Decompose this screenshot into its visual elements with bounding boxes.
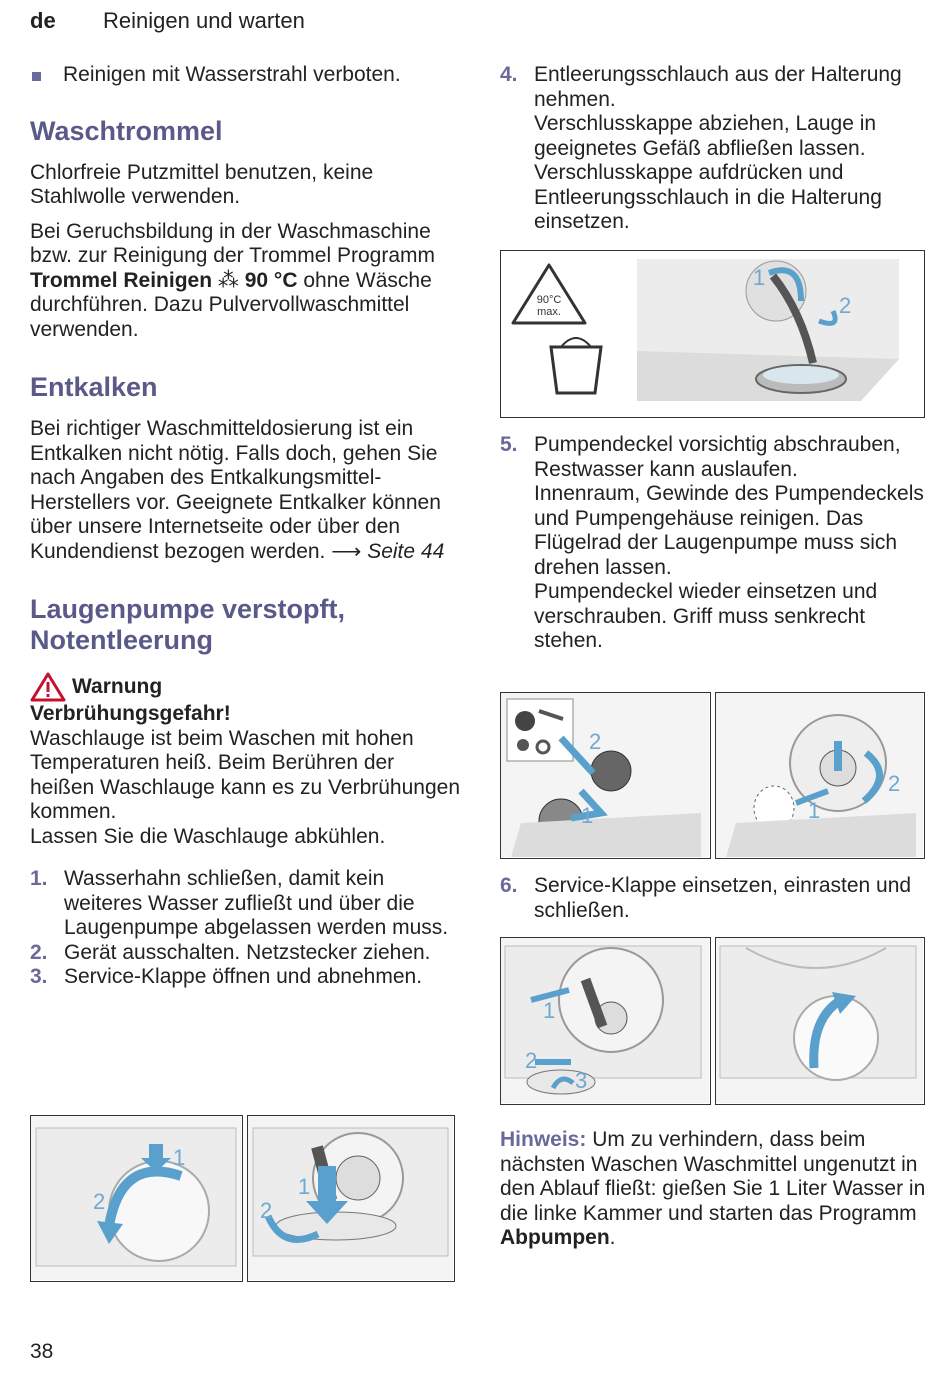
figure-drain-hose (500, 250, 925, 418)
warning-text2: Lassen Sie die Waschlauge abkühlen. (30, 824, 386, 848)
entkalken-text (30, 417, 462, 564)
drum-clean-icon: ⁂ (217, 268, 239, 292)
figure-number-label: 2 (93, 1189, 106, 1214)
figure-number-label: 2 (260, 1198, 273, 1223)
figure-number-label: 2 (525, 1048, 538, 1073)
step5-line2: Innenraum, Gewinde des Pumpendeckels und Pumpengehäuse reinigen. Das Flügelrad der Laugenpumpe muss sich drehen lassen. (534, 482, 924, 579)
icon-label-max: max. (537, 306, 561, 318)
step-number: 5. (500, 433, 518, 456)
figure-number-label: 1 (173, 1145, 186, 1170)
hint-block (500, 1128, 930, 1251)
page-number: 38 (30, 1340, 54, 1363)
hint-paragraph (500, 1128, 930, 1251)
step-item (30, 867, 462, 941)
header-title: Reinigen und warten (103, 8, 305, 33)
figure-number-label: 1 (543, 998, 556, 1023)
program-name: Trommel Reinigen (30, 268, 213, 292)
step-5 (500, 433, 930, 654)
step4-line2: Verschlusskappe abziehen, Lauge in geeignetes Gefäß abfließen lassen. (534, 112, 877, 160)
step-text: Wasserhahn schließen, damit kein weiteres Wasser zufließt und über die Laugenpumpe abgelassen werden muss. (64, 867, 449, 939)
step-item (500, 63, 930, 235)
figure-number-label: 1 (753, 265, 766, 290)
step6-text: Service-Klappe einsetzen, einrasten und schließen. (534, 874, 912, 922)
step-number: 6. (500, 874, 518, 897)
entkalken-body: Bei richtiger Waschmitteldosierung ist ein Entkalken nicht nötig. Falls doch, gehen Sie nach Angaben des Entkalkungsmittel-Herstellers vor. Geeignete Entkalker können über unsere Internetseite oder über den Kundendienst bezogen werden. (30, 417, 441, 563)
figure-close-service-flap (715, 937, 925, 1105)
program-temp: 90 °C (244, 268, 298, 292)
left-column (30, 63, 462, 990)
step-number: 1. (30, 867, 48, 890)
figure-refit-pump-cover (715, 692, 925, 859)
figure-number-label: 2 (839, 293, 852, 318)
step-4 (500, 63, 930, 235)
heading-waschtrommel: Waschtrommel (30, 115, 223, 146)
figure-number-label: 1 (581, 803, 594, 828)
arrow-right-icon: ⟶ (331, 539, 362, 563)
heading-laugenpumpe-line2: Notentleerung (30, 625, 214, 655)
figure-open-service-flap (30, 1115, 243, 1282)
page-reference-link[interactable]: Seite 44 (367, 539, 445, 563)
warning-subtitle: Verbrühungsgefahr! (30, 702, 231, 725)
right-column (500, 63, 930, 235)
steps-list-left (30, 867, 462, 990)
step-item (500, 433, 930, 654)
figure-number-label: 2 (589, 729, 602, 754)
warning-triangle-icon (30, 672, 66, 702)
step4-line1: Entleerungsschlauch aus der Halterung nehmen. (534, 63, 902, 111)
figure-number-label: 1 (298, 1174, 311, 1199)
hint-label: Hinweis: (500, 1128, 587, 1151)
step-item (30, 941, 462, 966)
step5-line3: Pumpendeckel wieder einsetzen und verschrauben. Griff muss senkrecht stehen. (534, 580, 878, 652)
warning-title (30, 672, 462, 702)
figure-number-label: 1 (808, 798, 821, 823)
figure-remove-service-flap (247, 1115, 455, 1282)
icon-label-temp: 90°C (536, 294, 562, 306)
bucket-icon (551, 347, 601, 393)
step-6 (500, 874, 930, 923)
step-text: Service-Klappe öffnen und abnehmen. (64, 965, 423, 988)
figure-number-label: 3 (575, 1068, 588, 1093)
waschtrommel-p2-a: Bei Geruchsbildung in der Waschmaschine bzw. zur Reinigung der Trommel Programm (30, 219, 435, 267)
warning-block (30, 672, 462, 849)
figure-insert-service-flap (500, 937, 711, 1105)
bullet-no-water-jet: Reinigen mit Wasserstrahl verboten. (30, 63, 462, 88)
waschtrommel-p2-b: ohne Wäsche durchführen. Dazu Pulvervollwaschmittel verwenden. (30, 268, 432, 341)
heading-entkalken: Entkalken (30, 372, 158, 402)
header-language: de (30, 8, 56, 33)
right-column-step6 (500, 874, 930, 923)
waschtrommel-p1: Chlorfreie Putzmittel benutzen, keine Stahlwolle verwenden. (30, 160, 374, 208)
hint-text: Um zu verhindern, dass beim nächsten Waschen Waschmittel ungenutzt in den Ablauf fließt: gießen Sie 1 Liter Wasser in die linke Kammer und starten das Programm (500, 1128, 926, 1225)
waschtrommel-p2 (30, 220, 462, 343)
step5-line1: Pumpendeckel vorsichtig abschrauben, Restwasser kann auslaufen. (534, 433, 901, 481)
warning-text: Waschlauge ist beim Waschen mit hohen Temperaturen heiß. Beim Berühren der heißen Waschlauge kann es zu Verbrühungen kommen. (30, 726, 461, 823)
right-column-step5 (500, 433, 930, 654)
step4-line3: Verschlusskappe aufdrücken und Entleerungsschlauch in die Halterung einsetzen. (534, 161, 882, 233)
step-item (30, 965, 462, 990)
step-text: Gerät ausschalten. Netzstecker ziehen. (64, 940, 431, 964)
step-number: 3. (30, 965, 48, 988)
heading-laugenpumpe-line1: Laugenpumpe verstopft, (30, 594, 346, 624)
step-number: 4. (500, 63, 518, 86)
step-item (500, 874, 930, 923)
hint-end: . (609, 1226, 616, 1249)
warning-label: Warnung (72, 674, 163, 698)
program-abpumpen: Abpumpen (500, 1226, 610, 1249)
heading-laugenpumpe (30, 594, 462, 656)
figure-unscrew-pump-cover (500, 692, 711, 859)
step-number: 2. (30, 940, 48, 964)
figure-number-label: 2 (888, 771, 901, 796)
